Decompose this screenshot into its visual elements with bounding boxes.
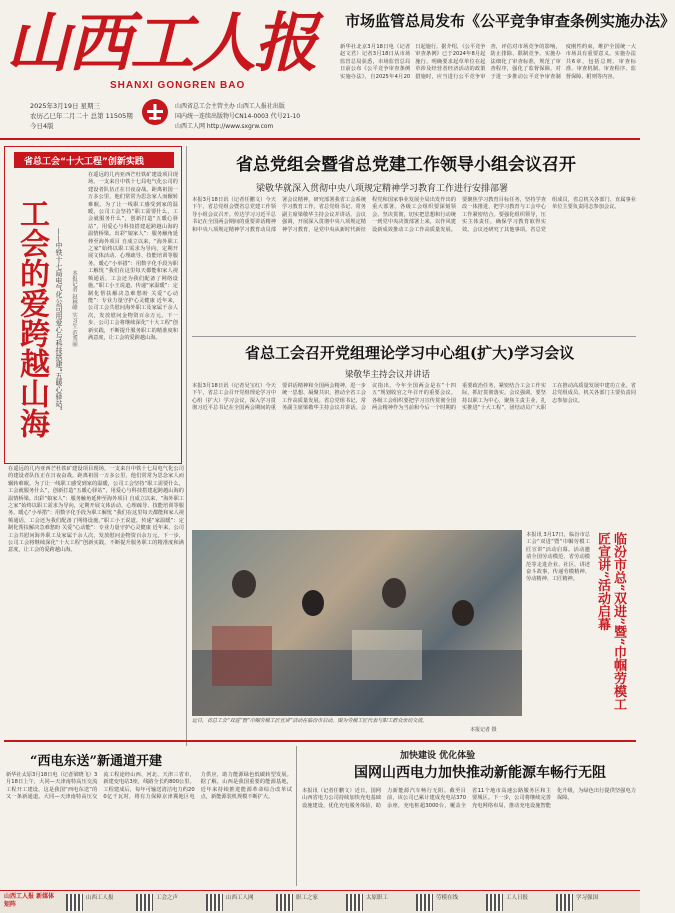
qr-code-icon[interactable] <box>206 894 223 911</box>
footer-item-4[interactable]: 职工之家 <box>296 895 319 901</box>
bottom-left-title: “西电东送”新通道开建 <box>30 754 162 769</box>
footer-item-6[interactable]: 劳模在线 <box>436 895 459 901</box>
qr-code-icon[interactable] <box>66 894 83 911</box>
masthead-title: 山西工人报 <box>6 6 316 81</box>
second-body: 本报3月18日讯（记者吴宝红）今天下午，省总工会召开党组理论学习中心组（扩大）学习会议，深入学习贯彻习近平总书记在全国两会期间的重要讲话精神和全国两会精神，进一步统一思想、凝聚共识，推动全省工会工作高质量发展。省总党组书记、常务副主席梁敬华主持会议并讲话。会议指出，今年全国两会是在“十四五”规划收官之年召开的重要会议。各级工会组织要把学习宣传贯彻全国两会精神作为当前和今后一个时期的重要政治任务，紧密结合工会工作实际，抓好贯彻落实。会议强调，要坚持以职工为中心，聚焦主责主业，扎实推进“十大工程”，团结动员广大职工在推动高质量发展中建功立业。省总党组成员、机关各部门主要负责同志参加会议。 <box>192 383 636 412</box>
qr-code-icon[interactable] <box>136 894 153 911</box>
left-body-top: 在遥远的几内亚西芒杜铁矿建设项目现场，一支来自中铁十七局电气化公司的建设者队伍正在日夜奋战。距离祖国一万多公里，他们常常为思念家人而辗转难眠。为了让一线职工感受到家的温暖，公司工会坚持“职工需要什么，工会就服务什么”，创新打造“五暖心驿站”，用爱心与科技搭建起跨越山海的温情桥梁。出彩“娘家人”：服务触角延伸至海外项目 自成立以来，“海外职工之家”始终以职工需求为导向，定期开展文体活动、心理疏导、技能培训等服务。暖心“小举措”：用数字化手段为职工解忧 “我们在这里每天都能和家人视频通话，工会还为我们配备了网络设施。”职工小王说道。传递“家温暖”：定制化帮扶解决急难愁盼 关爱“心动能”：专业力量守护心灵健康 近年来，公司工会共慰问海外职工及家属千余人次，发放慰问金物资百余万元。下一步，公司工会将继续深化“十大工程”创新实践，不断提升服务职工的精准度和满意度，让工会的爱跨越山海。 <box>88 172 178 341</box>
lunar-line: 农历乙巳年二月二十 总第 11505期 <box>30 112 133 120</box>
left-byline: 本报记者 赵林峰 实习生 范秀丽 <box>71 270 77 347</box>
website-line[interactable]: 山西工人网 http://www.sxgrw.com <box>175 123 274 130</box>
top-article-body: 新华社北京3月18日电（记者赵文君）记者3月18日从市场监管总局获悉，市场监管总局日前公布《公平竞争审查条例实施办法》，自2025年4月20日起施行。据介绍，《公平竞争审查条例》已于2024年8月起施行。明确要求起草单位在起草涉及经营者经济活动的政策措施时，应当进行公平竞争审查，评估对市场竞争的影响，防止排除、限制竞争。实施办法细化了审查标准，规范了审查程序，强化了监督保障，对于进一步推动公平竞争审查制度刚性约束，维护全国统一大市场具有重要意义。实施办法共6章，包括总则、审查标准、审查机制、审查程序、监督保障、附则等内容。 <box>340 44 636 80</box>
sponsor-line: 山西省总工会主管主办 山西工人报社出版 <box>175 103 285 110</box>
second-title: 省总工会召开党组理论学习中心组(扩大)学习会议 <box>245 344 575 362</box>
footer-item-3[interactable]: 山西工人网 <box>226 895 254 901</box>
qr-code-icon[interactable] <box>486 894 503 911</box>
footer-brand: 山西工人报 新媒体矩阵 <box>4 893 55 908</box>
photo-feature-title: 临汾市总“双进”暨“巾帼劳模工匠宣讲”活动启幕 <box>595 532 626 711</box>
second-subtitle: 梁敬华主持会议并讲话 <box>345 370 431 380</box>
qr-code-icon[interactable] <box>276 894 293 911</box>
date-line: 2025年3月19日 星期三 <box>30 102 101 110</box>
footer-item-2[interactable]: 工会之声 <box>156 895 179 901</box>
photo-feature-body: 本报讯 3月17日，临汾市总工会“双进”暨“巾帼劳模工匠宣讲”活动启幕。活动邀请全国劳动模范、省劳动模范等走进企业、社区，讲述奋斗故事，传递劳模精神、劳动精神、工匠精神。 <box>526 532 590 583</box>
footer-item-5[interactable]: 太原职工 <box>366 895 389 901</box>
bottom-right-title: 国网山西电力加快推动新能源车畅行无阻 <box>354 765 606 781</box>
cn-number-line: 国内统一连续出版物号CN14-0003 代号21-10 <box>175 113 301 120</box>
left-vertical-subtitle: ——中铁十七局电气化公司用爱心与科技搭建“五暖心驿站” <box>55 228 63 411</box>
footer-item-7[interactable]: 工人日报 <box>506 895 529 901</box>
pages-line: 今日4版 <box>30 122 54 130</box>
photo-caption: 近日，省总工会“双进”暨“巾帼劳模工匠宣讲”活动在临汾市启动。图为劳模工匠代表与职工群众亲切交流。 <box>192 718 428 724</box>
qr-code-icon[interactable] <box>346 894 363 911</box>
bottom-right-body: 本报讯（记者任鹏文）近日，国网山西省电力公司持续加快充电基础设施建设，优化充电服务体验，助力新能源汽车畅行无阻。截至目前，该公司已累计建成充电站370余座，充电桩超3000台，覆盖全省11个地市高速公路服务区和主要城区。下一步，公司将继续完善充电网络布局，推动充电设施智能化升级，为绿色出行提供坚强电力保障。 <box>302 788 636 809</box>
lead-subtitle: 梁敬华就深入贯彻中央八项规定精神学习教育工作进行安排部署 <box>256 184 509 194</box>
masthead-pinyin: SHANXI GONGREN BAO <box>110 80 246 91</box>
bottom-right-kicker: 加快建设 优化体验 <box>400 751 476 761</box>
footer-item-8[interactable]: 学习强国 <box>576 895 599 901</box>
top-article-title: 市场监管总局发布《公平竞争审查条例实施办法》 <box>345 12 675 30</box>
left-banner: 省总工会“十大工程”创新实践 <box>24 157 144 167</box>
feature-photo <box>192 530 522 716</box>
left-body-bottom: 在遥远的几内亚西芒杜铁矿建设项目现场，一支来自中铁十七局电气化公司的建设者队伍正在日夜奋战。距离祖国一万多公里，他们常常为思念家人而辗转难眠。为了让一线职工感受到家的温暖，公司工会坚持“职工需要什么，工会就服务什么”，创新打造“五暖心驿站”，用爱心与科技搭建起跨越山海的温情桥梁。出彩“娘家人”：服务触角延伸至海外项目 自成立以来，“海外职工之家”始终以职工需求为导向，定期开展文体活动、心理疏导、技能培训等服务。暖心“小举措”：用数字化手段为职工解忧 “我们在这里每天都能和家人视频通话，工会还为我们配备了网络设施。”职工小王说道。传递“家温暖”：定制化帮扶解决急难愁盼 关爱“心动能”：专业力量守护心灵健康 近年来，公司工会共慰问海外职工及家属千余人次，发放慰问金物资百余万元。下一步，公司工会将继续深化“十大工程”创新实践，不断提升服务职工的精准度和满意度，让工会的爱跨越山海。 <box>8 466 184 554</box>
qr-code-icon[interactable] <box>416 894 433 911</box>
photo-credit: 本报记者 摄 <box>470 727 497 733</box>
qr-code-icon[interactable] <box>556 894 573 911</box>
union-logo-icon <box>140 97 170 127</box>
footer-item-1[interactable]: 山西工人报 <box>86 895 114 901</box>
lead-body: 本报3月18日讯（记者任鹏文）今天下午，省总党组会暨省总党建工作领导小组会议召开。传达学习习近平总书记在全国两会期间的重要讲话精神和中央八项规定精神学习教育动员部署会议精神，研究部署我省工会系统学习教育工作。省总党组书记、常务副主席梁敬华主持会议并讲话。会议强调，开展深入贯彻中央八项规定精神学习教育，是党中央从新时代新征程党和国家事业发展全局出发作出的重大部署。各级工会组织要深刻领会、坚决贯彻，切实把思想和行动统一到党中央决策部署上来，以作风建设新成效推动工会工作高质量发展。要聚焦学习教育目标任务，坚持学查改一体推进，把学习教育与工会中心工作紧密结合。要强化组织领导，压实主体责任，确保学习教育取得实效。会议还研究了其他事项。省总党组成员，省总机关各部门、直属事业单位主要负责同志参加会议。 <box>192 197 636 233</box>
bottom-left-body: 新华社太原3月18日电（记者梁晓飞）3月18日上午，大同—天津南特高压交流工程开工建设，这是我国“西电东送”的又一条新通道。大同—天津南特高压交流工程途经山西、河北、天津三省市，新建变电站3座，线路全长约800公里。工程建成后，每年可输送清洁电力约200亿千瓦时，将有力保障京津冀地区电力供应，助力能源绿色低碳转型发展。据了解，山西是我国重要的能源基地，近年来持续推进能源革命综合改革试点，新能源装机规模不断扩大。 <box>6 772 292 801</box>
lead-title: 省总党组会暨省总党建工作领导小组会议召开 <box>236 155 576 175</box>
left-vertical-title: 工会的爱跨越山海 <box>14 198 49 438</box>
